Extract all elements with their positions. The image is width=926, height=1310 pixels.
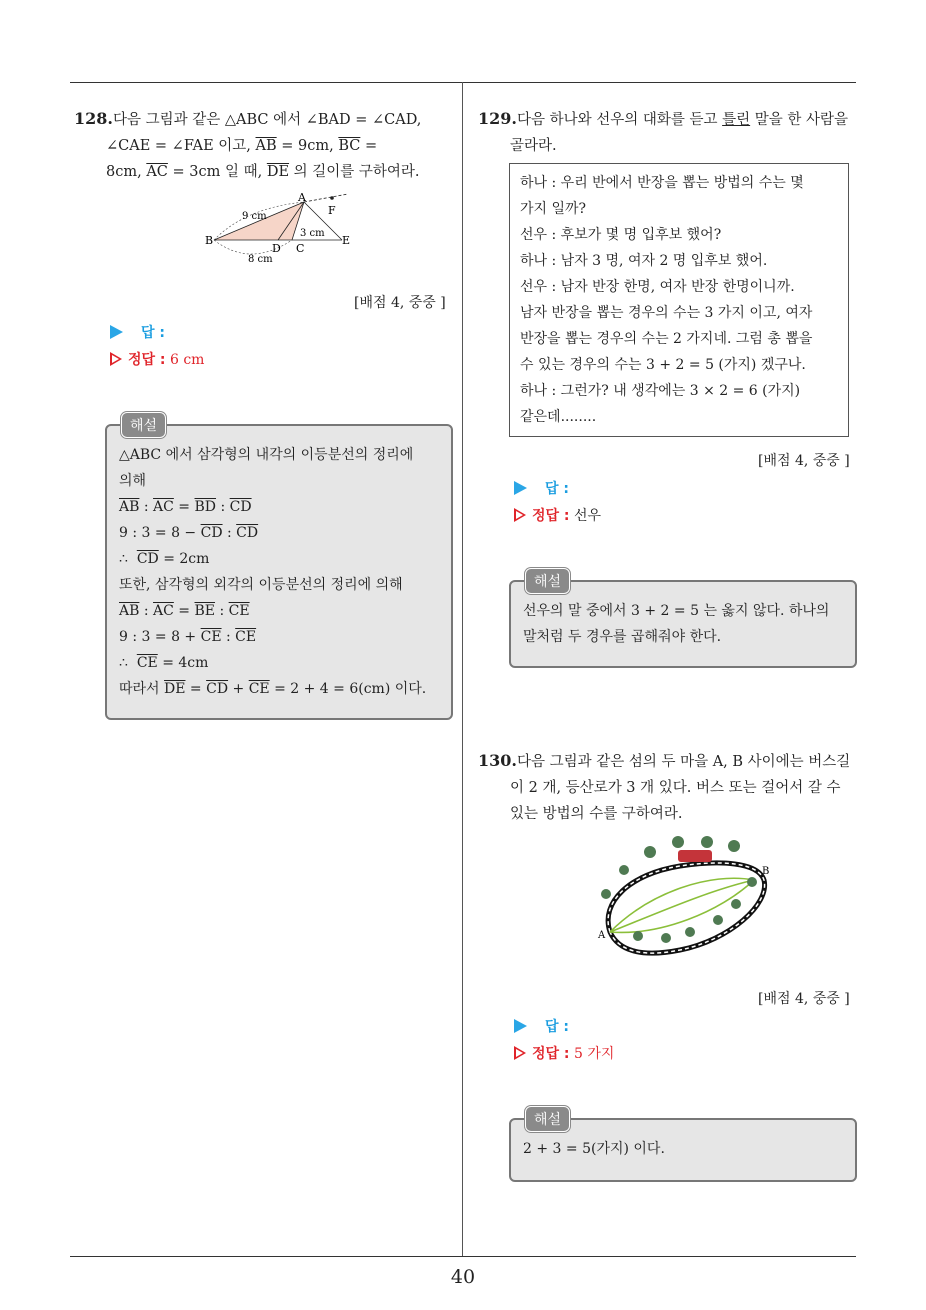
bottom-rule <box>70 1256 856 1257</box>
dialog-box <box>509 163 849 437</box>
point-f <box>330 196 334 200</box>
triangle-figure <box>200 190 360 266</box>
question-line: 다음 그림과 같은 섬의 두 마을 A, B 사이에는 버스길 <box>516 754 851 770</box>
explanation-line: 또한, 삼각형의 외각의 이등분선의 정리에 의해 <box>119 577 403 593</box>
explanation-box <box>105 424 453 720</box>
underlined-word: 틀린 <box>722 112 751 128</box>
outline-triangle-icon <box>514 1046 526 1060</box>
dialog-line: 반장을 뽑는 경우의 수는 2 가지네. 그럼 총 뽑을 <box>520 331 813 347</box>
question-128 <box>74 106 454 185</box>
bus-icon <box>678 850 712 862</box>
correct-label: 정답 : <box>532 1046 570 1062</box>
segment-ac: $\overline{AC}$ <box>146 164 168 180</box>
explanation-line: 2 + 3 = 5(가지) 이다. <box>523 1141 665 1157</box>
answer-line <box>514 478 569 498</box>
segment-ab: $\overline{AB}$ <box>255 138 277 154</box>
play-icon <box>514 1019 527 1033</box>
bus-road-outer <box>608 863 765 953</box>
label-a: A <box>298 191 306 204</box>
question-number: 129. <box>478 109 517 128</box>
explanation-line: ∴ $\overline{CD} = 2cm$ <box>119 551 210 567</box>
answer-line <box>110 322 165 342</box>
correct-value: 6 cm <box>169 352 205 368</box>
score-label: [배점 4, 중중 ] <box>758 453 850 469</box>
score-label: [배점 4, 중중 ] <box>758 991 850 1007</box>
explanation-line: $\overline{AB}$ : $\overline{AC} = \overline{BD}$ : $\overline{CD}$ <box>119 499 252 515</box>
question-line: 있는 방법의 수를 구하여라. <box>510 806 683 822</box>
explanation-line: 선우의 말 중에서 3 + 2 = 5 는 옳지 않다. 하나의 <box>523 603 830 619</box>
label-d: D <box>272 242 281 255</box>
correct-value: 5 가지 <box>573 1046 615 1062</box>
score-label: [배점 4, 중중 ] <box>354 295 446 311</box>
correct-answer-line <box>110 349 204 369</box>
column-divider <box>462 82 463 1256</box>
question-line: 골라라. <box>510 138 557 154</box>
explanation-line: 말처럼 두 경우를 곱해줘야 한다. <box>523 629 722 645</box>
explanation-line: 의해 <box>119 473 147 489</box>
answer-label: 답 : <box>545 1019 569 1035</box>
explanation-tag: 해설 <box>525 568 570 594</box>
question-line: 말을 한 사람을 <box>750 112 848 128</box>
explanation-line: △ABC 에서 삼각형의 내각의 이등분선의 정리에 <box>119 447 414 463</box>
explanation-line: 9 : $3 = 8 - \overline{CD}$ : $\overline{CD}$ <box>119 525 259 541</box>
label-a: A <box>598 930 606 941</box>
dialog-line: 하나 : 남자 3 명, 여자 2 명 입후보 했어. <box>520 253 768 269</box>
correct-value: 선우 <box>573 508 602 524</box>
top-rule <box>70 82 856 83</box>
label-f: F <box>328 204 336 217</box>
question-line: 다음 그림과 같은 △ABC 에서 ∠BAD = ∠CAD, <box>112 112 422 128</box>
label-9cm: 9 cm <box>242 211 267 222</box>
dialog-line: 하나 : 그런가? 내 생각에는 3 × 2 = 6 (가지) <box>520 383 801 399</box>
dialog-line: 가지 일까? <box>520 201 587 217</box>
dialog-line: 선우 : 후보가 몇 명 입후보 했어? <box>520 227 722 243</box>
question-line: 의 길이를 구하여라. <box>289 164 420 180</box>
question-129 <box>478 106 858 159</box>
dialog-line: 선우 : 남자 반장 한명, 여자 반장 한명이니까. <box>520 279 795 295</box>
explanation-line: ∴ $\overline{CE} = 4cm$ <box>119 655 209 671</box>
dialog-line: 남자 반장을 뽑는 경우의 수는 3 가지 이고, 여자 <box>520 305 813 321</box>
correct-label: 정답 : <box>128 352 166 368</box>
explanation-line: 따라서 $\overline{DE} = \overline{CD} + \overline{CE} = 2 + 4 = 6(cm)$ 이다. <box>119 681 427 697</box>
label-b: B <box>205 234 214 247</box>
bus-road-dashes <box>608 863 765 953</box>
island-figure <box>590 832 780 966</box>
play-icon <box>110 325 123 339</box>
question-line: = 9cm, <box>276 138 339 154</box>
label-8cm: 8 cm <box>248 254 273 265</box>
correct-answer-line <box>514 505 601 525</box>
answer-label: 답 : <box>141 325 165 341</box>
outline-triangle-icon <box>514 508 526 522</box>
question-130 <box>478 748 858 827</box>
label-3cm: 3 cm <box>300 228 325 239</box>
answer-line <box>514 1016 569 1036</box>
label-b: B <box>762 866 770 877</box>
line-af <box>304 194 348 202</box>
question-line: ∠CAE = ∠FAE 이고, <box>106 138 256 154</box>
correct-label: 정답 : <box>532 508 570 524</box>
explanation-tag: 해설 <box>121 412 166 438</box>
question-line: 8cm, <box>106 164 147 180</box>
question-number: 128. <box>74 109 113 128</box>
page-number: 40 <box>450 1266 476 1288</box>
question-line: 다음 하나와 선우의 대화를 듣고 <box>516 112 723 128</box>
question-line: 이 2 개, 등산로가 3 개 있다. 버스 또는 걸어서 갈 수 <box>510 780 841 796</box>
explanation-line: 9 : $3 = 8 + \overline{CE}$ : $\overline{CE}$ <box>119 629 257 645</box>
explanation-tag: 해설 <box>525 1106 570 1132</box>
dialog-line: 같은데........ <box>520 409 597 425</box>
label-e: E <box>342 234 351 247</box>
question-number: 130. <box>478 751 517 770</box>
correct-answer-line <box>514 1043 614 1063</box>
outline-triangle-icon <box>110 352 122 366</box>
explanation-line: $\overline{AB}$ : $\overline{AC} = \overline{BE}$ : $\overline{CE}$ <box>119 603 250 619</box>
segment-bc: $\overline{BC}$ <box>338 138 361 154</box>
question-line: = 3cm 일 때, <box>167 164 267 180</box>
answer-label: 답 : <box>545 481 569 497</box>
segment-de: $\overline{DE}$ <box>266 164 290 180</box>
label-c: C <box>296 242 305 255</box>
dialog-line: 수 있는 경우의 수는 3 + 2 = 5 (가지) 겠구나. <box>520 357 806 373</box>
dialog-line: 하나 : 우리 반에서 반장을 뽑는 방법의 수는 몇 <box>520 175 804 191</box>
question-line: = <box>360 138 378 154</box>
play-icon <box>514 481 527 495</box>
